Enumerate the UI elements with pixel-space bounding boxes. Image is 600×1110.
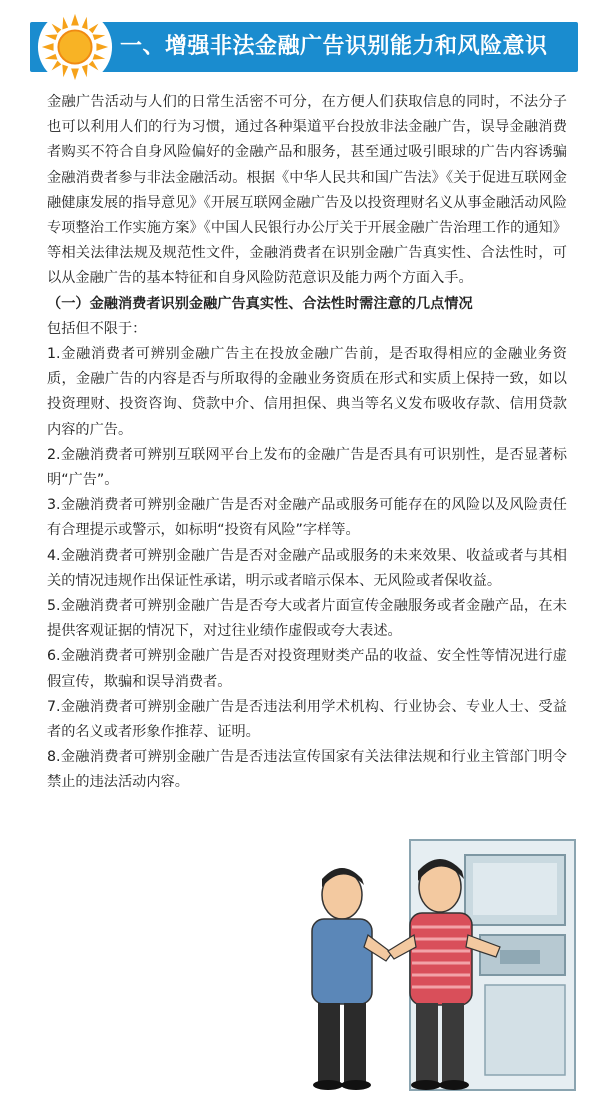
subsection-lead: 包括但不限于： xyxy=(47,320,147,337)
list-item: 2.金融消费者可辨别互联网平台上发布的金融广告是否具有可识别性，是否显著标明“广告”。 xyxy=(47,446,567,489)
list-item: 6.金融消费者可辨别金融广告是否对投资理财类产品的收益、安全性等情况进行虚假宣传，欺骗和误导消费者。 xyxy=(47,648,567,690)
list-item: 8.金融消费者可辨别金融广告是否违法宣传国家有关法律法规和行业主管部门明令禁止的违法活动内容。 xyxy=(47,749,567,791)
two-men-at-atm-illustration xyxy=(290,835,580,1095)
article-body xyxy=(47,90,567,796)
list-item: 5.金融消费者可辨别金融广告是否夸大或者片面宣传金融服务或者金融产品，在未提供客观证据的情况下，对过往业绩作虚假或夸大表述。 xyxy=(47,598,567,640)
list-item: 4.金融消费者可辨别金融广告是否对金融产品或服务的未来效果、收益或者与其相关的情况违规作出保证性承诺，明示或者暗示保本、无风险或者保收益。 xyxy=(47,547,567,589)
list-item: 7.金融消费者可辨别金融广告是否违法利用学术机构、行业协会、专业人士、受益者的名义或者形象作推荐、证明。 xyxy=(47,698,567,741)
subsection-heading: （一）金融消费者识别金融广告真实性、合法性时需注意的几点情况 xyxy=(47,295,473,312)
list-item: 3.金融消费者可辨别金融广告是否对金融产品或服务可能存在的风险以及风险责任有合理提示或警示，如标明“投资有风险”字样等。 xyxy=(47,497,567,539)
section-title: 一、增强非法金融广告识别能力和风险意识 xyxy=(120,34,548,59)
list-item: 1.金融消费者可辨别金融广告主在投放金融广告前，是否取得相应的金融业务资质，金融广告的内容是否与所取得的金融业务资质在形式和实质上保持一致，如以投资理财、投资咨询、贷款中介、信用担保、典当等名义发布吸收存款、信用贷款内容的广告。 xyxy=(47,346,567,438)
man-left-icon xyxy=(312,868,392,1090)
intro-paragraph: 金融广告活动与人们的日常生活密不可分，在方便人们获取信息的同时，不法分子也可以利用人们的行为习惯，通过各种渠道平台投放非法金融广告，误导金融消费者购买不符合自身风险偏好的金融产品和服务，甚至通过吸引眼球的广告内容诱骗金融消费者参与非法金融活动。根据《中华人民共和国广告法》《关于促进互联网金融健康发展的指导意见》《开展互联网金融广告及以投资理财名义从事金融活动风险专项整治工作实施方案》《中国人民银行办公厅关于开展金融广告治理工作的通知》等相关法律法规及规范性文件，金融消费者在识别金融广告真实性、合法性时，可以从金融广告的基本特征和自身风险防范意识及能力两个方面入手。 xyxy=(47,94,567,287)
sun-icon xyxy=(36,8,114,86)
